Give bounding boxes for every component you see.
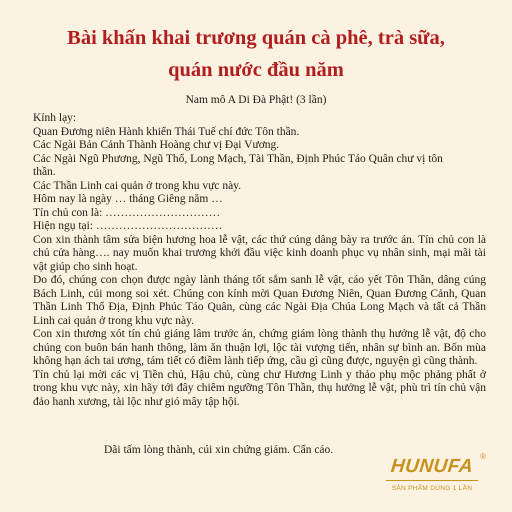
logo-underline xyxy=(386,480,478,481)
body-line: Các Ngài Ngũ Phương, Ngũ Thổ, Long Mạch, Tài Thần, Định Phúc Táo Quân chư vị tôn xyxy=(33,152,443,165)
body-line: Hiện ngụ tại: …………………………… xyxy=(33,220,223,232)
body-paragraph: Do đó, chúng con chọn được ngày lành tháng tốt sắm sanh lễ vật, cáo yết Tôn Thần, dâng cúng Bách Linh, cúi mong soi xét. Chúng con kính mời Quan Đương Niên, Quan Đương Cảnh, Quan Thần Linh Thổ Địa, Định Phúc Táo Quân, cùng các Ngài Địa Chúa Long Mạch và tất cả Thần Linh cai quản ở trong khu vực này. xyxy=(33,274,486,327)
invocation-text: Nam mô A Di Đà Phật! (3 lần) xyxy=(185,94,327,106)
title-line-2: quán nước đầu năm xyxy=(168,59,344,81)
body-line: Kính lạy: xyxy=(33,112,77,124)
body-line: Các Ngài Bản Cảnh Thành Hoàng chư vị Đại Vương. xyxy=(33,139,280,151)
title-line-1: Bài khấn khai trương quán cà phê, trà sữa, xyxy=(67,27,445,49)
logo-slogan: SẢN PHẨM DÙNG 1 LẦN xyxy=(391,485,473,492)
registered-mark: ® xyxy=(480,452,486,461)
logo-wordmark: HUNUFA xyxy=(389,456,475,477)
prayer-body xyxy=(33,112,486,409)
brand-logo xyxy=(378,452,486,504)
body-paragraph: Con xin thương xót tín chủ giáng lâm trước án, chứng giám lòng thành thụ hưởng lễ vật, độ cho chúng con buôn bán hanh thông, làm ăn thuận lợi, lộc tài vượng tiến, nhân sự bình an. Bốn mùa không hạn ách tai ương, tám tiết có điềm lành tiếp ứng, cầu gì cũng được, nguyện gì cũng thành. xyxy=(33,328,486,367)
closing-line: Dãi tấm lòng thành, cúi xin chứng giám. Cẩn cáo. xyxy=(104,444,334,456)
body-line: Các Thần Linh cai quản ở trong khu vực này. xyxy=(33,179,242,192)
body-line: thần. xyxy=(33,166,56,178)
body-paragraph: Tín chủ lại mời các vị Tiền chủ, Hậu chủ, cùng chư Hương Linh y thảo phụ mộc phảng phất ở trong khu vực này, xin hãy tới đây chiêm ngưỡng Tôn Thần, thụ hưởng lễ vật, phù trì tín chủ vận đảo hanh xương, tài lộc như gió mây tập hội. xyxy=(33,368,486,408)
body-line: Hôm nay là ngày … tháng Giêng năm … xyxy=(33,193,223,205)
body-line: Tín chủ con là: ………………………… xyxy=(33,206,221,219)
body-paragraph: Con xin thành tâm sửa biện hương hoa lễ vật, các thứ cúng dâng bày ra trước án. Tín chủ con là chủ cửa hàng…. nay muốn khai trương khởi đầu việc kinh doanh phục vụ nhân sinh, mại mãi tài vật giúp cho sinh hoạt. xyxy=(33,233,486,273)
body-line: Quan Đương niên Hành khiển Thái Tuế chí đức Tôn thần. xyxy=(33,125,300,138)
page-title xyxy=(20,22,492,86)
